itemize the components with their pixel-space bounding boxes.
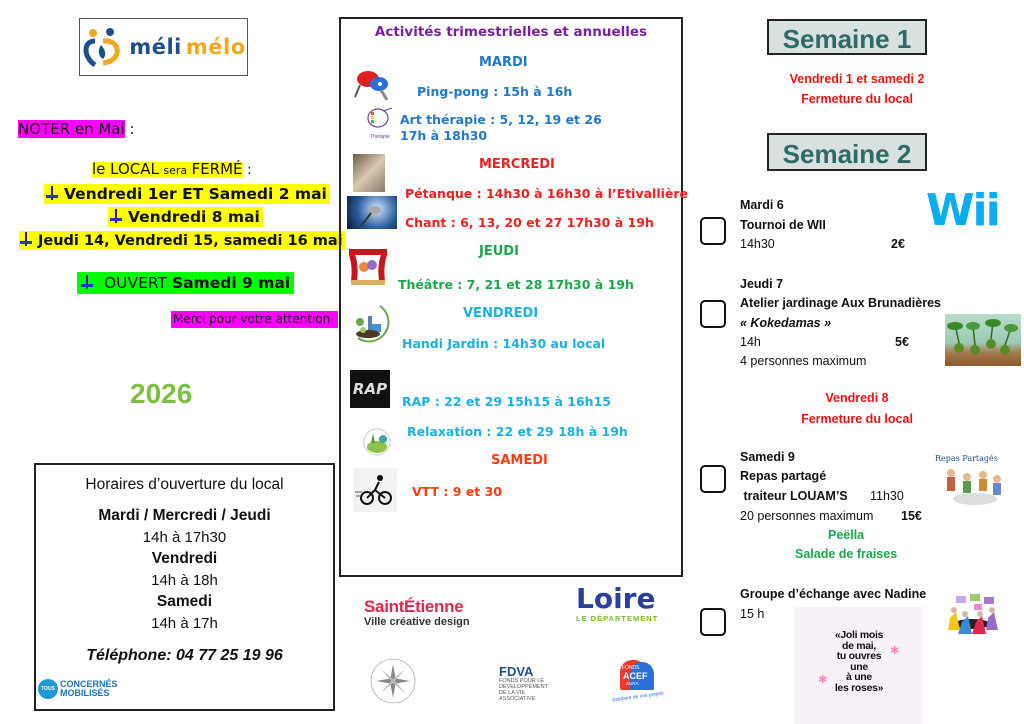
notice-title: NOTER en Mai : <box>18 120 135 138</box>
event-time: 14h <box>740 335 761 349</box>
activity-relaxation: Relaxation : 22 et 29 18h à 19h <box>407 424 628 439</box>
melimelo-logo <box>79 18 248 76</box>
event-title: Groupe d’échange avec Nadine <box>740 587 927 601</box>
activity-art-therapy-time: 17h à 18h30 <box>400 128 488 143</box>
concernes-mobilises-logo: TOUS CONCERNÉS MOBILISÉS <box>38 679 118 699</box>
petanque-image <box>353 154 385 192</box>
day-samedi: SAMEDI <box>491 453 548 468</box>
hours-days-1: Mardi / Mercredi / Jeudi <box>98 507 271 524</box>
fdva-logo: FDVA FONDS POUR LE DÉVELOPPEMENT DE LA VIE ASSOCIATIVE <box>499 664 548 702</box>
event-title: Tournoi de WII <box>740 218 826 232</box>
activity-theatre: Théâtre : 7, 21 et 28 17h30 à 19h <box>398 277 634 292</box>
event-price: 15€ <box>901 509 922 523</box>
event-day: Jeudi 7 <box>740 277 784 291</box>
closed-date-2: Vendredi 8 mai <box>108 207 263 227</box>
poem-line: «Joli mois <box>834 629 884 641</box>
event-price: 5€ <box>895 335 909 349</box>
closure-line-1: Vendredi 8 <box>825 391 889 405</box>
activity-handi-jardin: Handi Jardin : 14h30 au local <box>402 336 606 351</box>
event-time: 11h30 <box>870 489 904 503</box>
people-dining-icon <box>935 463 1010 513</box>
event-day: Samedi 9 <box>740 450 795 464</box>
opening-hours-box <box>34 463 335 711</box>
theatre-stage-icon <box>347 247 389 287</box>
tous-circle-icon: TOUS <box>38 679 58 699</box>
event-time: 14h30 <box>740 237 775 251</box>
pushpin-icon <box>81 275 93 289</box>
activity-vtt: VTT : 9 et 30 <box>412 484 502 499</box>
hours-title: Horaires d’ouverture du local <box>85 476 284 493</box>
rose-des-vents-logo <box>368 656 418 706</box>
relaxation-icon <box>361 427 393 457</box>
activity-rap: RAP : 22 et 29 15h15 à 16h15 <box>402 394 611 409</box>
rap-icon: RAP <box>350 370 390 408</box>
people-heart-icon <box>81 27 125 67</box>
pushpin-icon <box>110 209 122 223</box>
poem-line: les roses» <box>834 681 884 694</box>
activity-art-therapy: Art thérapie : 5, 12, 19 et 26 <box>400 112 602 127</box>
day-vendredi: VENDREDI <box>463 306 539 321</box>
discussion-group-icon <box>944 594 1000 636</box>
repas-partages-image: Repas Partagés <box>935 454 1010 514</box>
poem-card <box>795 607 923 724</box>
event-time: 15 h <box>740 607 765 621</box>
wii-logo: Wii <box>926 185 999 236</box>
flower-icon: ✱ <box>890 645 900 657</box>
menu-item-2: Salade de fraises <box>795 547 898 561</box>
plants-icon <box>945 314 1021 366</box>
flower-icon: ✱ <box>818 674 828 686</box>
hours-days-3: Samedi <box>156 593 213 610</box>
pushpin-icon <box>20 232 32 246</box>
thanks-note: Merci pour votre attention <box>171 311 338 328</box>
closure-line-2: Fermeture du local <box>801 412 913 426</box>
pushpin-icon <box>46 186 58 200</box>
event-checkbox-atelier-jardinage[interactable] <box>700 300 726 328</box>
week-2-heading: Semaine 2 <box>767 133 927 171</box>
poem-line: de mai, <box>841 639 877 652</box>
event-note: 20 personnes maximum <box>740 509 874 523</box>
event-note: 4 personnes maximum <box>740 354 867 368</box>
phone-number: Téléphone: 04 77 25 19 96 <box>86 647 283 664</box>
ping-pong-icon <box>353 69 393 104</box>
day-mercredi: MERCREDI <box>479 157 555 172</box>
hours-time-2: 14h à 18h <box>151 572 218 589</box>
compass-rose-icon <box>368 656 418 706</box>
event-checkbox-repas-partage[interactable] <box>700 465 726 493</box>
hours-time-3: 14h à 17h <box>151 615 218 632</box>
saint-etienne-logo: SaintÉtienne Ville créative design <box>364 597 470 628</box>
microphone-image <box>347 196 397 229</box>
poem-line: une <box>850 660 868 673</box>
event-subtitle: traiteur LOUAM’S <box>740 489 848 503</box>
logo-word-1: méli <box>129 35 182 59</box>
closed-date-3: Jeudi 14, Vendredi 15, samedi 16 mai <box>19 231 345 250</box>
hours-time-1: 14h à 17h30 <box>142 529 227 546</box>
week-1-heading: Semaine 1 <box>767 19 927 55</box>
logo-word-2: mélo <box>185 35 246 59</box>
event-checkbox-tournoi-wii[interactable] <box>700 217 726 245</box>
menu-item-1: Peëlla <box>828 528 865 542</box>
open-date: OUVERT Samedi 9 mai <box>77 272 294 294</box>
cyclist-icon <box>353 468 397 512</box>
closed-date-1: Vendredi 1er ET Samedi 2 mai <box>44 184 330 204</box>
event-price: 2€ <box>891 237 905 251</box>
activity-ping-pong: Ping-pong : 15h à 16h <box>417 84 573 99</box>
poem-line: tu ouvres <box>836 650 882 662</box>
event-title: Atelier jardinage Aux Brunadières <box>740 296 941 310</box>
garden-tools-icon <box>350 302 392 344</box>
hours-days-2: Vendredi <box>151 550 218 567</box>
activity-chant: Chant : 6, 13, 20 et 27 17h30 à 19h <box>405 215 654 230</box>
activities-panel <box>339 17 689 577</box>
acef-logo: FONDS ACEF AURA Solidaire de vos projets <box>612 660 662 706</box>
event-day: Mardi 6 <box>740 198 784 212</box>
event-title: Repas partagé <box>740 469 827 483</box>
loire-logo: Loire LE DÉPARTEMENT <box>576 582 659 623</box>
kokedama-image <box>945 314 1021 366</box>
activity-petanque: Pétanque : 14h30 à 16h30 à l’Etivallière <box>405 186 689 201</box>
activities-title: Activités trimestrielles et annuelles <box>374 24 648 40</box>
year-label: 2026 <box>130 378 193 409</box>
event-checkbox-groupe-echange[interactable] <box>700 608 726 636</box>
week-1-notice-line-2: Fermeture du local <box>801 92 913 106</box>
day-jeudi: JEUDI <box>479 244 519 259</box>
local-closed-heading: le LOCAL sera FERMÉ : <box>92 160 252 178</box>
poem-line: à une <box>846 671 872 683</box>
art-therapy-icon: Thérapie <box>365 107 395 137</box>
event-subtitle: « Kokedamas » <box>740 316 832 330</box>
week-1-notice-line-1: Vendredi 1 et samedi 2 <box>789 72 925 86</box>
day-mardi: MARDI <box>479 55 528 70</box>
